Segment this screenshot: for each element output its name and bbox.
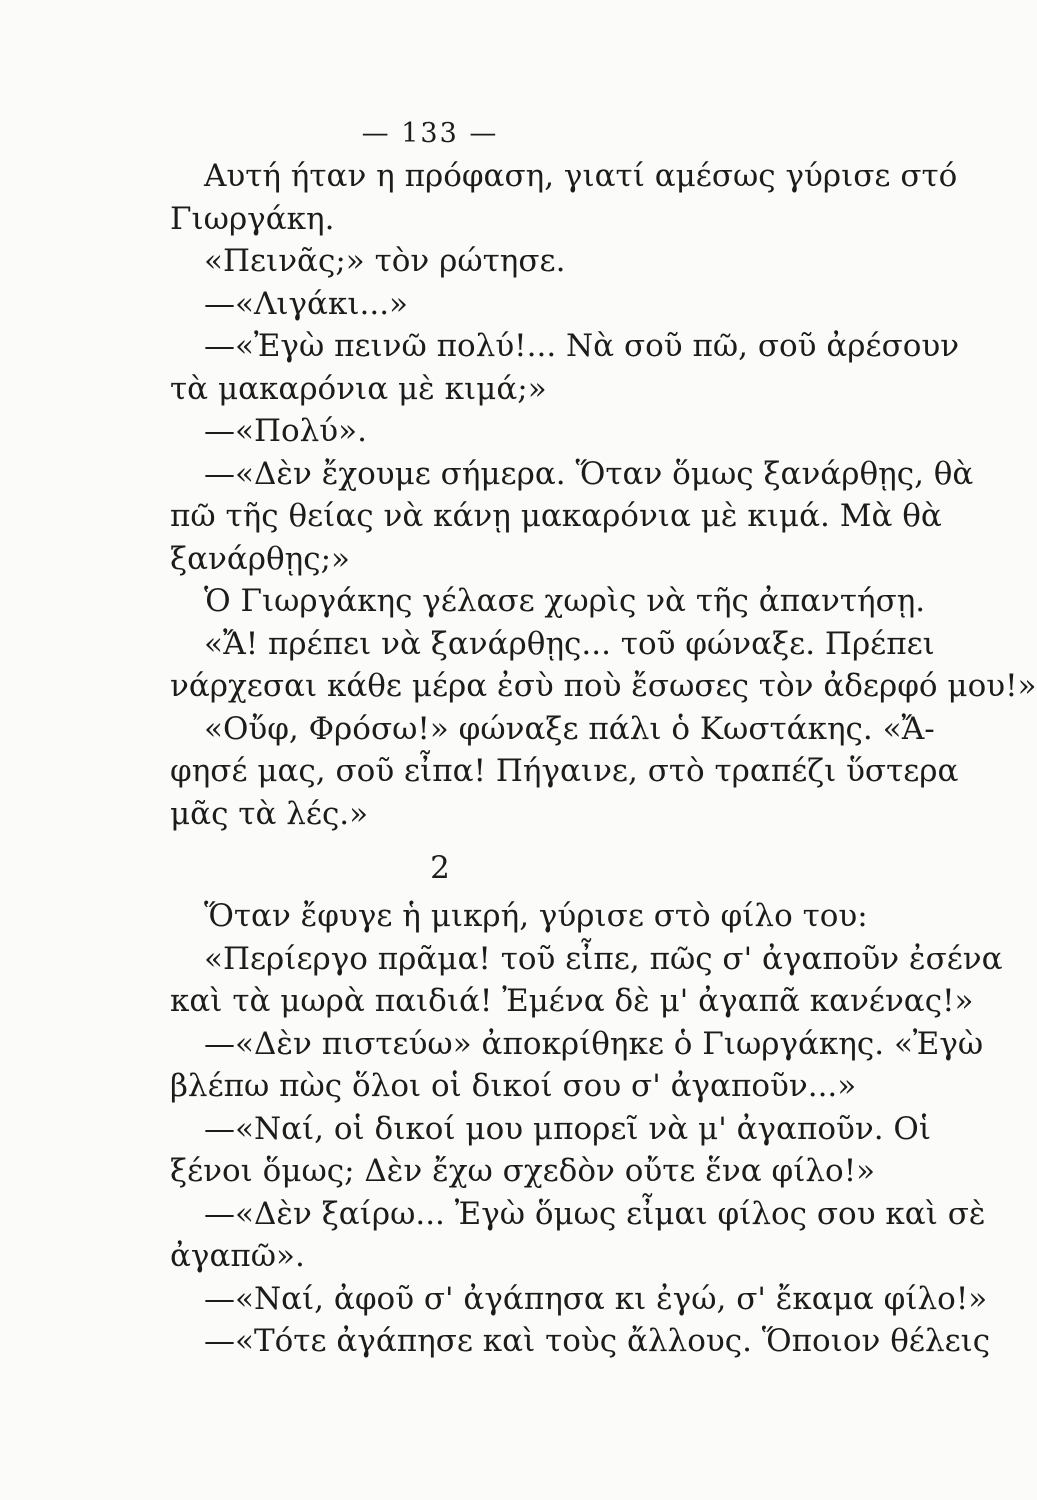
- text-line: ξένοι ὅμως; Δὲν ἔχω σχεδὸν οὔτε ἕνα φίλο!»: [170, 1153, 876, 1189]
- text-line: —«Πολύ».: [204, 413, 367, 449]
- text-line: φησέ μας, σοῦ εἶπα! Πήγαινε, στὸ τραπέζι ὕστερα: [170, 753, 959, 789]
- text-block-second: [170, 895, 1003, 1363]
- text-line: ἀγαπῶ».: [170, 1238, 305, 1274]
- text-line: —«Ναί, ἀφοῦ σ' ἀγάπησα κι ἐγώ, σ' ἔκαμα φίλο!»: [204, 1280, 988, 1317]
- text-line: νάρχεσαι κάθε μέρα ἐσὺ ποὺ ἔσωσες τὸν ἀδερφό μου!»: [170, 668, 1037, 704]
- text-line: ξανάρθῃς;»: [170, 540, 351, 577]
- text-line: —«Δὲν ἔχουμε σήμερα. Ὅταν ὅμως ξανάρθῃς, θὰ: [204, 455, 974, 492]
- text-line: πῶ τῆς θείας νὰ κάνῃ μακαρόνια μὲ κιμά. Μὰ θὰ: [170, 498, 942, 534]
- text-block-first: [170, 155, 1037, 835]
- text-line: —«Ἐγὼ πεινῶ πολύ!... Νὰ σοῦ πῶ, σοῦ ἀρέσουν: [204, 328, 960, 364]
- text-line: —«Δὲν πιστεύω» ἀποκρίθηκε ὁ Γιωργάκης. «Ἐγὼ: [204, 1025, 984, 1062]
- text-line: βλέπω πὼς ὅλοι οἱ δικοί σου σ' ἀγαποῦν...»: [170, 1068, 857, 1104]
- page-number: — 133 —: [361, 118, 499, 149]
- section-number: 2: [430, 850, 450, 886]
- text-line: Αυτή ήταν η πρόφαση, γιατί αμέσως γύρισε στό: [204, 158, 958, 194]
- text-line: «Οὔφ, Φρόσω!» φώναξε πάλι ὁ Κωστάκης. «Ἄ-: [204, 710, 935, 747]
- text-line: —«Τότε ἀγάπησε καὶ τοὺς ἄλλους. Ὅποιον θέλεις: [204, 1323, 991, 1359]
- text-line: «Ἄ! πρέπει νὰ ξανάρθῃς... τοῦ φώναξε. Πρέπει: [204, 625, 935, 662]
- text-line: «Περίεργο πρᾶμα! τοῦ εἶπε, πῶς σ' ἀγαποῦν ἐσένα: [204, 940, 1003, 977]
- text-line: —«Ναί, οἱ δικοί μου μπορεῖ νὰ μ' ἀγαποῦν. Οἱ: [204, 1110, 931, 1147]
- text-line: τὰ μακαρόνια μὲ κιμά;»: [170, 370, 547, 407]
- text-line: —«Λιγάκι...»: [204, 285, 409, 322]
- text-line: μᾶς τὰ λές.»: [170, 795, 369, 832]
- text-line: Γιωργάκη.: [170, 200, 335, 237]
- text-line: καὶ τὰ μωρὰ παιδιά! Ἐμένα δὲ μ' ἀγαπᾶ κανένας!»: [170, 983, 974, 1019]
- text-line: Ὁ Γιωργάκης γέλασε χωρὶς νὰ τῆς ἀπαντήσῃ.: [204, 583, 926, 619]
- text-line: Ὅταν ἔφυγε ἡ μικρή, γύρισε στὸ φίλο του:: [204, 898, 868, 934]
- text-line: —«Δὲν ξαίρω... Ἐγὼ ὅμως εἶμαι φίλος σου καὶ σὲ: [204, 1195, 986, 1232]
- text-line: «Πεινᾶς;» τὸν ρώτησε.: [204, 243, 566, 279]
